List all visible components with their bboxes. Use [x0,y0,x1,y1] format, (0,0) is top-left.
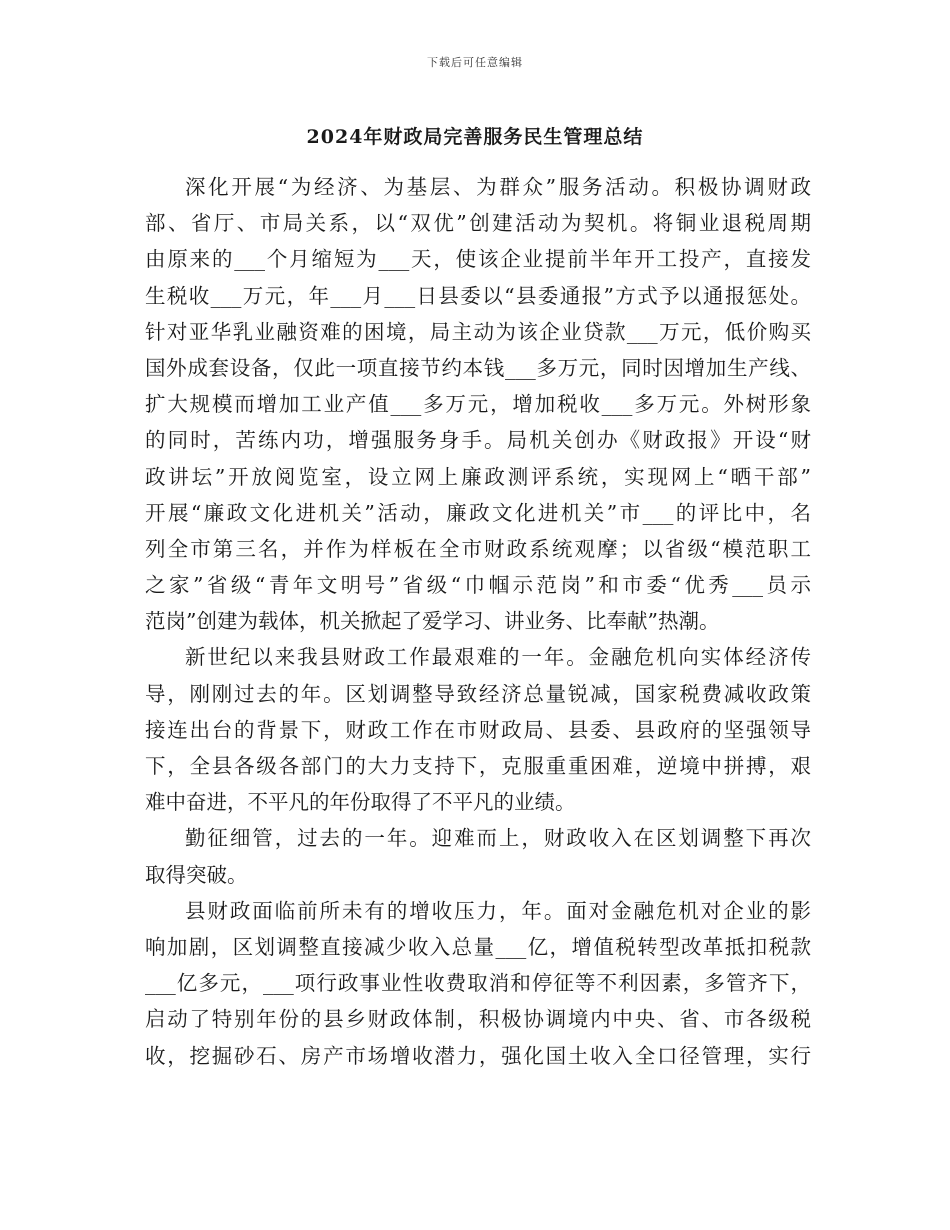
text-line: 之家”省级“青年文明号”省级“巾帼示范岗”和市委“优秀___员示 [145,573,811,598]
text-line: 新世纪以来我县财政工作最艰难的一年。金融危机向实体经济传 [185,645,811,670]
text-line: ___亿多元，___项行政事业性收费取消和停征等不利因素，多管齐下， [145,971,811,996]
text-line: 的同时，苦练内功，增强服务身手。局机关创办《财政报》开设“财 [145,428,811,453]
text-line: 政讲坛”开放阅览室，设立网上廉政测评系统，实现网上“晒干部” [145,464,811,489]
paragraph [145,893,811,1074]
text-line: 勤征细管，过去的一年。迎难而上，财政收入在区划调整下再次 [185,826,811,851]
text-line: 开展“廉政文化进机关”活动，廉政文化进机关”市___的评比中，名 [145,500,811,525]
text-line: 响加剧，区划调整直接减少收入总量___亿，增值税转型改革抵扣税款 [145,934,811,959]
text-line: 针对亚华乳业融资难的困境，局主动为该企业贷款___万元，低价购买 [145,319,811,344]
text-line: 国外成套设备，仅此一项直接节约本钱___多万元，同时因增加生产线、 [145,355,811,380]
text-line: 难中奋进，不平凡的年份取得了不平凡的业绩。 [145,790,576,815]
page-header-note: 下载后可任意编辑 [427,56,523,69]
text-line: 由原来的___个月缩短为___天，使该企业提前半年开工投产，直接发 [145,247,811,272]
text-line: 生税收___万元，年___月___日县委以“县委通报”方式予以通报惩处。 [145,283,811,308]
text-line: 接连出台的背景下，财政工作在市财政局、县委、县政府的坚强领导 [145,717,811,742]
text-line: 范岗”创建为载体，机关掀起了爱学习、讲业务、比奉献”热潮。 [145,609,720,634]
document-body [145,169,811,1074]
paragraph [145,639,811,820]
text-line: 下，全县各级各部门的大力支持下，克服重重困难，逆境中拼搏，艰 [145,754,811,778]
text-line: 深化开展“为经济、为基层、为群众”服务活动。积极协调财政 [185,175,811,199]
paragraph [145,169,811,639]
text-line: 扩大规模而增加工业产值___多万元，增加税收___多万元。外树形象 [145,392,811,417]
text-line: 启动了特别年份的县乡财政体制，积极协调境内中央、省、市各级税 [145,1007,811,1032]
text-line: 收，挖掘砂石、房产市场增收潜力，强化国土收入全口径管理，实行 [145,1043,811,1068]
paragraph [145,820,811,892]
text-line: 列全市第三名，并作为样板在全市财政系统观摩；以省级“模范职工 [145,536,811,561]
text-line: 导，刚刚过去的年。区划调整导致经济总量锐减，国家税费减收政策 [145,681,811,706]
document-title: 2024年财政局完善服务民生管理总结 [306,126,644,148]
text-line: 取得突破。 [145,862,248,887]
text-line: 部、省厅、市局关系，以“双优”创建活动为契机。将铜业退税周期 [145,211,811,236]
text-line: 县财政面临前所未有的增收压力，年。面对金融危机对企业的影 [185,898,811,923]
